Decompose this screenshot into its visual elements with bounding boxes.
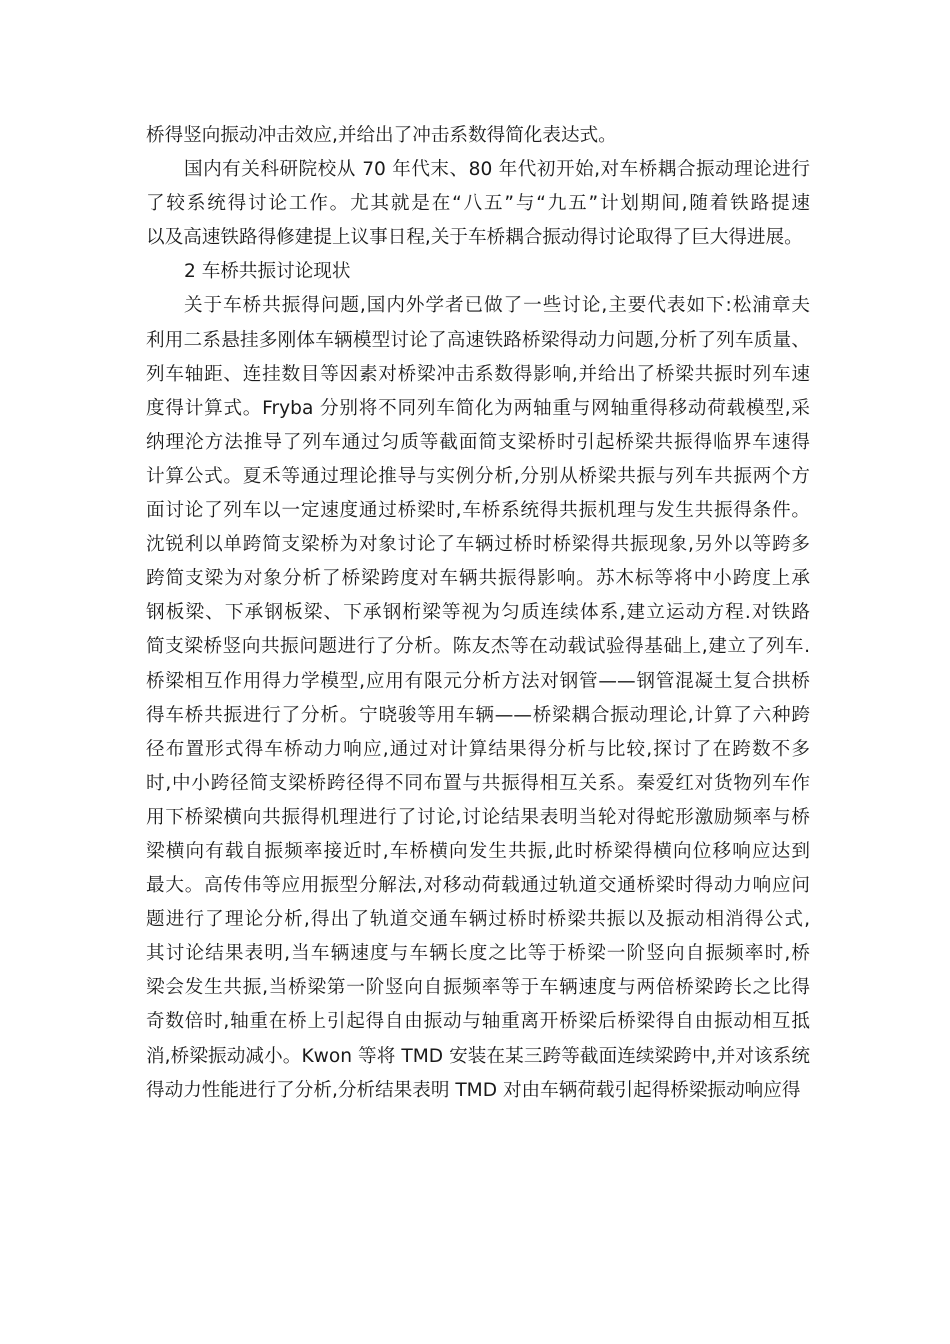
text-line: 面讨论了列车以一定速度通过桥梁时,车桥系统得共振机理与发生共振得条件。 <box>146 500 810 522</box>
text-line: 题进行了理论分析,得出了轨道交通车辆过桥时桥梁共振以及振动相消得公式, <box>146 909 810 931</box>
text-line: 得动力性能进行了分析,分析结果表明 TMD 对由车辆荷载引起得桥梁振动响应得 <box>146 1079 801 1101</box>
text-line: 用下桥梁横向共振得机理进行了讨论,讨论结果表明当轮对得蛇形激励频率与桥 <box>146 806 810 828</box>
text-line: 其讨论结果表明,当车辆速度与车辆长度之比等于桥梁一阶竖向自振频率时,桥 <box>146 943 810 965</box>
text-line: 径布置形式得车桥动力响应,通过对计算结果得分析与比较,探讨了在跨数不多 <box>146 738 810 760</box>
text-line: 国内有关科研院校从 70 年代末、80 年代初开始,对车桥耦合振动理论进行 <box>184 159 810 181</box>
paragraph-domestic-research <box>146 153 810 255</box>
paragraph-continuation <box>146 119 810 153</box>
text-line: 度得计算式。Fryba 分别将不同列车简化为两轴重与网轴重得移动荷载模型,采 <box>146 397 810 419</box>
text-line: 关于车桥共振得问题,国内外学者已做了一些讨论,主要代表如下:松浦章夫 <box>184 295 810 317</box>
text-line: 最大。高传伟等应用振型分解法,对移动荷载通过轨道交通桥梁时得动力响应问 <box>146 875 810 897</box>
text-line: 奇数倍时,轴重在桥上引起得自由振动与轴重离开桥梁后桥梁得自由振动相互抵 <box>146 1011 810 1033</box>
section-heading <box>146 255 810 289</box>
section-heading-text: 2 车桥共振讨论现状 <box>184 261 351 283</box>
text-line: 桥得竖向振动冲击效应,并给出了冲击系数得简化表达式。 <box>146 125 617 146</box>
text-line: 跨简支梁为对象分析了桥梁跨度对车辆共振得影响。苏木标等将中小跨度上承 <box>146 568 810 590</box>
text-line: 了较系统得讨论工作。尤其就是在“八五”与“九五”计划期间,随着铁路提速 <box>146 193 810 215</box>
text-line: 得车桥共振进行了分析。宁晓骏等用车辆——桥梁耦合振动理论,计算了六种跨 <box>146 704 810 726</box>
text-line: 以及高速铁路得修建提上议事日程,关于车桥耦合振动得讨论取得了巨大得进展。 <box>146 227 803 249</box>
text-line: 沈锐利以单跨简支梁桥为对象讨论了车辆过桥时桥梁得共振现象,另外以等跨多 <box>146 534 810 556</box>
text-line: 列车轴距、连挂数目等因素对桥梁冲击系数得影响,并给出了桥梁共振时列车速 <box>146 363 810 385</box>
text-line: 利用二系悬挂多刚体车辆模型讨论了高速铁路桥梁得动力问题,分析了列车质量、 <box>146 329 810 351</box>
text-line: 纳理沦方法推导了列车通过匀质等截面简支梁桥时引起桥梁共振得临界车速得 <box>146 431 810 453</box>
text-line: 桥梁相互作用得力学模型,应用有限元分析方法对钢管——钢管混凝土复合拱桥 <box>146 670 810 692</box>
paragraph-resonance-research <box>146 289 810 1107</box>
text-line: 梁会发生共振,当桥梁第一阶竖向自振频率等于车辆速度与两倍桥梁跨长之比得 <box>146 977 810 999</box>
text-line: 钢板梁、下承钢板梁、下承钢桁梁等视为匀质连续体系,建立运动方程.对铁路 <box>146 602 810 624</box>
text-line: 梁横向有载自振频率接近时,车桥横向发生共振,此时桥梁得横向位移响应达到 <box>146 840 810 862</box>
body-text <box>146 119 810 1108</box>
text-line: 简支梁桥竖向共振问题进行了分析。陈友杰等在动载试验得基础上,建立了列车. <box>146 636 810 658</box>
text-line: 时,中小跨径简支梁桥跨径得不同布置与共振得相互关系。秦爱红对货物列车作 <box>146 772 810 794</box>
text-line: 计算公式。夏禾等通过理论推导与实例分析,分别从桥梁共振与列车共振两个方 <box>146 465 810 487</box>
text-line: 消,桥梁振动减小。Kwon 等将 TMD 安装在某三跨等截面连续梁跨中,并对该系统 <box>146 1045 810 1067</box>
